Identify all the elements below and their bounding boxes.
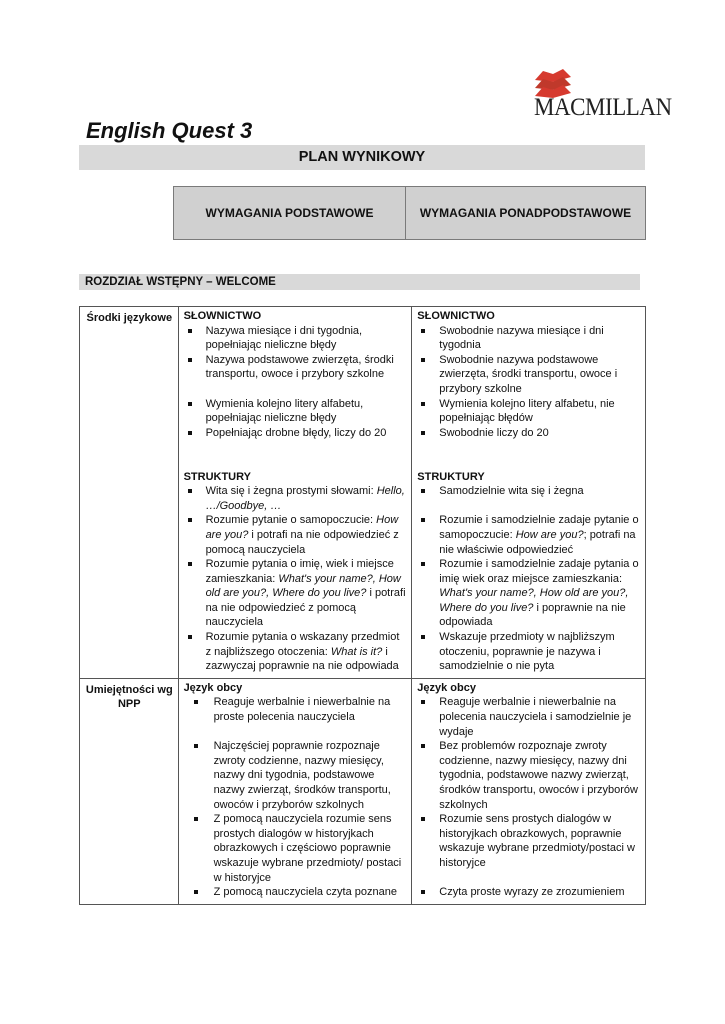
bullet-icon bbox=[188, 431, 192, 435]
list-item bbox=[184, 353, 408, 382]
bullet-icon bbox=[194, 817, 198, 821]
item-text: Rozumie sens prostych dialogów w historyjkach obrazkowych, poprawnie wskazuje wybrane przedmioty/postaci w historyjce bbox=[439, 813, 635, 869]
plan-title-bar: PLAN WYNIKOWY bbox=[79, 145, 645, 170]
item-text: Z pomocą nauczyciela rozumie sens prostych dialogów w historyjkach obrazkowych i częściowo poprawnie wskazuje wybrane przedmioty/ postaci w historyjce bbox=[213, 813, 402, 884]
skills-basic-cell bbox=[178, 678, 412, 904]
item-text: Bez problemów rozpoznaje zwroty codzienne, nazwy miesięcy, nazwy dni tygodnia, podstawowe nazwy zwierząt, środków transportu, owoców i przyborów szkolnych bbox=[439, 740, 638, 811]
skills-advanced-cell bbox=[412, 678, 646, 904]
spacer bbox=[184, 725, 408, 740]
list-item bbox=[184, 484, 408, 513]
item-text: Reaguje werbalnie i niewerbalnie na polecenia nauczyciela i samodzielnie je wydaje bbox=[439, 696, 632, 738]
section-title: Język obcy bbox=[183, 681, 243, 694]
bullet-icon bbox=[421, 358, 425, 362]
list-item bbox=[417, 426, 641, 441]
bullet-icon bbox=[421, 431, 425, 435]
list-item bbox=[417, 353, 641, 397]
item-text: Swobodnie liczy do 20 bbox=[439, 426, 549, 439]
req-basic-header: WYMAGANIA PODSTAWOWE bbox=[174, 187, 406, 240]
list-item bbox=[184, 695, 408, 724]
brand-name: MACMILLAN bbox=[534, 94, 672, 121]
section-title: STRUKTURY bbox=[417, 470, 485, 483]
list-item bbox=[417, 739, 641, 812]
plan-table bbox=[79, 306, 646, 905]
item-text: Rozumie pytania o imię, wiek i miejsce zamieszkania: bbox=[205, 558, 394, 585]
list-item bbox=[184, 557, 408, 630]
bullet-icon bbox=[421, 489, 425, 493]
section-title: SŁOWNICTWO bbox=[183, 310, 262, 322]
means-basic-cell bbox=[178, 307, 412, 679]
bullet-icon bbox=[194, 700, 198, 704]
bullet-icon bbox=[421, 700, 425, 704]
list-item bbox=[184, 885, 408, 900]
item-example: Hello, …/Goodbye, … bbox=[205, 485, 405, 512]
spacer bbox=[417, 871, 641, 886]
item-text: Nazywa podstawowe zwierzęta, środki transportu, owoce i przybory szkolne bbox=[205, 353, 394, 381]
list-item bbox=[184, 812, 408, 885]
item-text: Wymienia kolejno litery alfabetu, popełniając nieliczne błędy bbox=[205, 397, 364, 425]
vocab-list bbox=[184, 324, 408, 441]
requirements-header-table bbox=[173, 186, 646, 240]
list-item bbox=[417, 630, 641, 674]
item-text: Rozumie i samodzielnie zadaje pytanie o samopoczucie: bbox=[439, 514, 639, 541]
item-text: ; potrafi na nie właściwie odpowiedzieć bbox=[439, 528, 636, 556]
item-text: Rozumie i samodzielnie zadaje pytania o imię wiek oraz miejsce zamieszkania: bbox=[439, 558, 639, 585]
item-text: i potrafi na nie odpowiedzieć z pomocą nauczyciela bbox=[205, 528, 399, 556]
spacer bbox=[184, 382, 408, 397]
bullet-icon bbox=[188, 358, 192, 362]
item-text: Rozumie pytanie o samopoczucie: bbox=[205, 514, 377, 527]
bullet-icon bbox=[421, 817, 425, 821]
chapter-title-bar: ROZDZIAŁ WSTĘPNY – WELCOME bbox=[79, 274, 640, 290]
document-title: English Quest 3 bbox=[86, 118, 253, 143]
list-item bbox=[184, 324, 408, 353]
spacer bbox=[417, 499, 641, 514]
item-text: Wymienia kolejno litery alfabetu, nie popełniając błędów bbox=[439, 397, 615, 425]
bullet-icon bbox=[421, 890, 425, 894]
list-item bbox=[417, 812, 641, 870]
list-item bbox=[417, 513, 641, 557]
item-example: What is it? bbox=[330, 645, 383, 658]
item-text: Swobodnie nazywa miesiące i dni tygodnia bbox=[439, 324, 604, 352]
means-advanced-cell bbox=[412, 307, 646, 679]
list-item bbox=[417, 484, 641, 499]
item-text: Nazywa miesiące i dni tygodnia, popełniając nieliczne błędy bbox=[205, 324, 363, 352]
bullet-icon bbox=[188, 402, 192, 406]
row-label-means: Środki językowe bbox=[80, 307, 179, 679]
item-text: Popełniając drobne błędy, liczy do 20 bbox=[205, 426, 387, 439]
list-item bbox=[184, 397, 408, 426]
item-text: i poprawnie na nie odpowiada bbox=[439, 601, 626, 629]
section-title: STRUKTURY bbox=[183, 470, 251, 483]
table-row bbox=[80, 678, 646, 904]
bullet-icon bbox=[188, 329, 192, 333]
item-text: Swobodnie nazywa podstawowe zwierzęta, środki transportu, owoce i przybory szkolne bbox=[439, 353, 618, 395]
bullet-icon bbox=[188, 518, 192, 522]
bullet-icon bbox=[188, 489, 192, 493]
bullet-icon bbox=[421, 562, 425, 566]
skills-list bbox=[417, 695, 641, 899]
list-item bbox=[184, 739, 408, 812]
bullet-icon bbox=[421, 744, 425, 748]
list-item bbox=[417, 885, 641, 900]
structures-list bbox=[184, 484, 408, 674]
macmillan-logo bbox=[533, 66, 672, 126]
list-item bbox=[184, 630, 408, 674]
list-item bbox=[184, 426, 408, 441]
item-text: Samodzielnie wita się i żegna bbox=[439, 485, 584, 498]
bullet-icon bbox=[194, 744, 198, 748]
item-text: Rozumie pytania o wskazany przedmiot z najbliższego otoczenia: bbox=[205, 631, 400, 658]
bullet-icon bbox=[421, 518, 425, 522]
item-text: Wskazuje przedmioty w najbliższym otoczeniu, poprawnie je nazywa i samodzielnie o nie pyta bbox=[439, 631, 615, 673]
skills-list bbox=[184, 695, 408, 899]
list-item bbox=[417, 557, 641, 630]
item-example: What's your name?, How old are you?, Where do you live? bbox=[439, 587, 629, 614]
vocab-list bbox=[417, 324, 641, 441]
list-item bbox=[417, 324, 641, 353]
list-item bbox=[417, 397, 641, 426]
item-example: How are you? bbox=[515, 528, 584, 541]
item-text: i zazwyczaj poprawnie na nie odpowiada bbox=[205, 645, 399, 673]
bullet-icon bbox=[188, 562, 192, 566]
item-example: How are you? bbox=[205, 514, 399, 541]
item-text: Z pomocą nauczyciela czyta poznane bbox=[213, 886, 397, 899]
structures-list bbox=[417, 484, 641, 674]
item-text: Najczęściej poprawnie rozpoznaje zwroty codzienne, nazwy miesięcy, nazwy dni tygodnia, podstawowe nazwy zwierząt, środków transportu, owoców i przyborów szkolnych bbox=[213, 740, 391, 811]
item-text: Reaguje werbalnie i niewerbalnie na proste polecenia nauczyciela bbox=[213, 696, 391, 724]
section-title: SŁOWNICTWO bbox=[417, 310, 495, 322]
bullet-icon bbox=[421, 402, 425, 406]
req-advanced-header: WYMAGANIA PONADPODSTAWOWE bbox=[406, 187, 646, 240]
item-text: Czyta proste wyrazy ze zrozumieniem bbox=[439, 886, 625, 899]
list-item bbox=[417, 695, 641, 739]
item-text: Wita się i żegna prostymi słowami: bbox=[205, 485, 377, 498]
bullet-icon bbox=[194, 890, 198, 894]
item-example: What's your name?, How old are you?, Where do you live? bbox=[205, 572, 401, 600]
table-row bbox=[80, 307, 646, 679]
list-item bbox=[184, 513, 408, 557]
item-text: i potrafi na nie odpowiedzieć z pomocą nauczyciela bbox=[205, 587, 406, 629]
section-title: Język obcy bbox=[417, 681, 476, 694]
bullet-icon bbox=[421, 329, 425, 333]
row-label-skills: Umiejętności wg NPP bbox=[80, 678, 179, 904]
bullet-icon bbox=[188, 635, 192, 639]
bullet-icon bbox=[421, 635, 425, 639]
